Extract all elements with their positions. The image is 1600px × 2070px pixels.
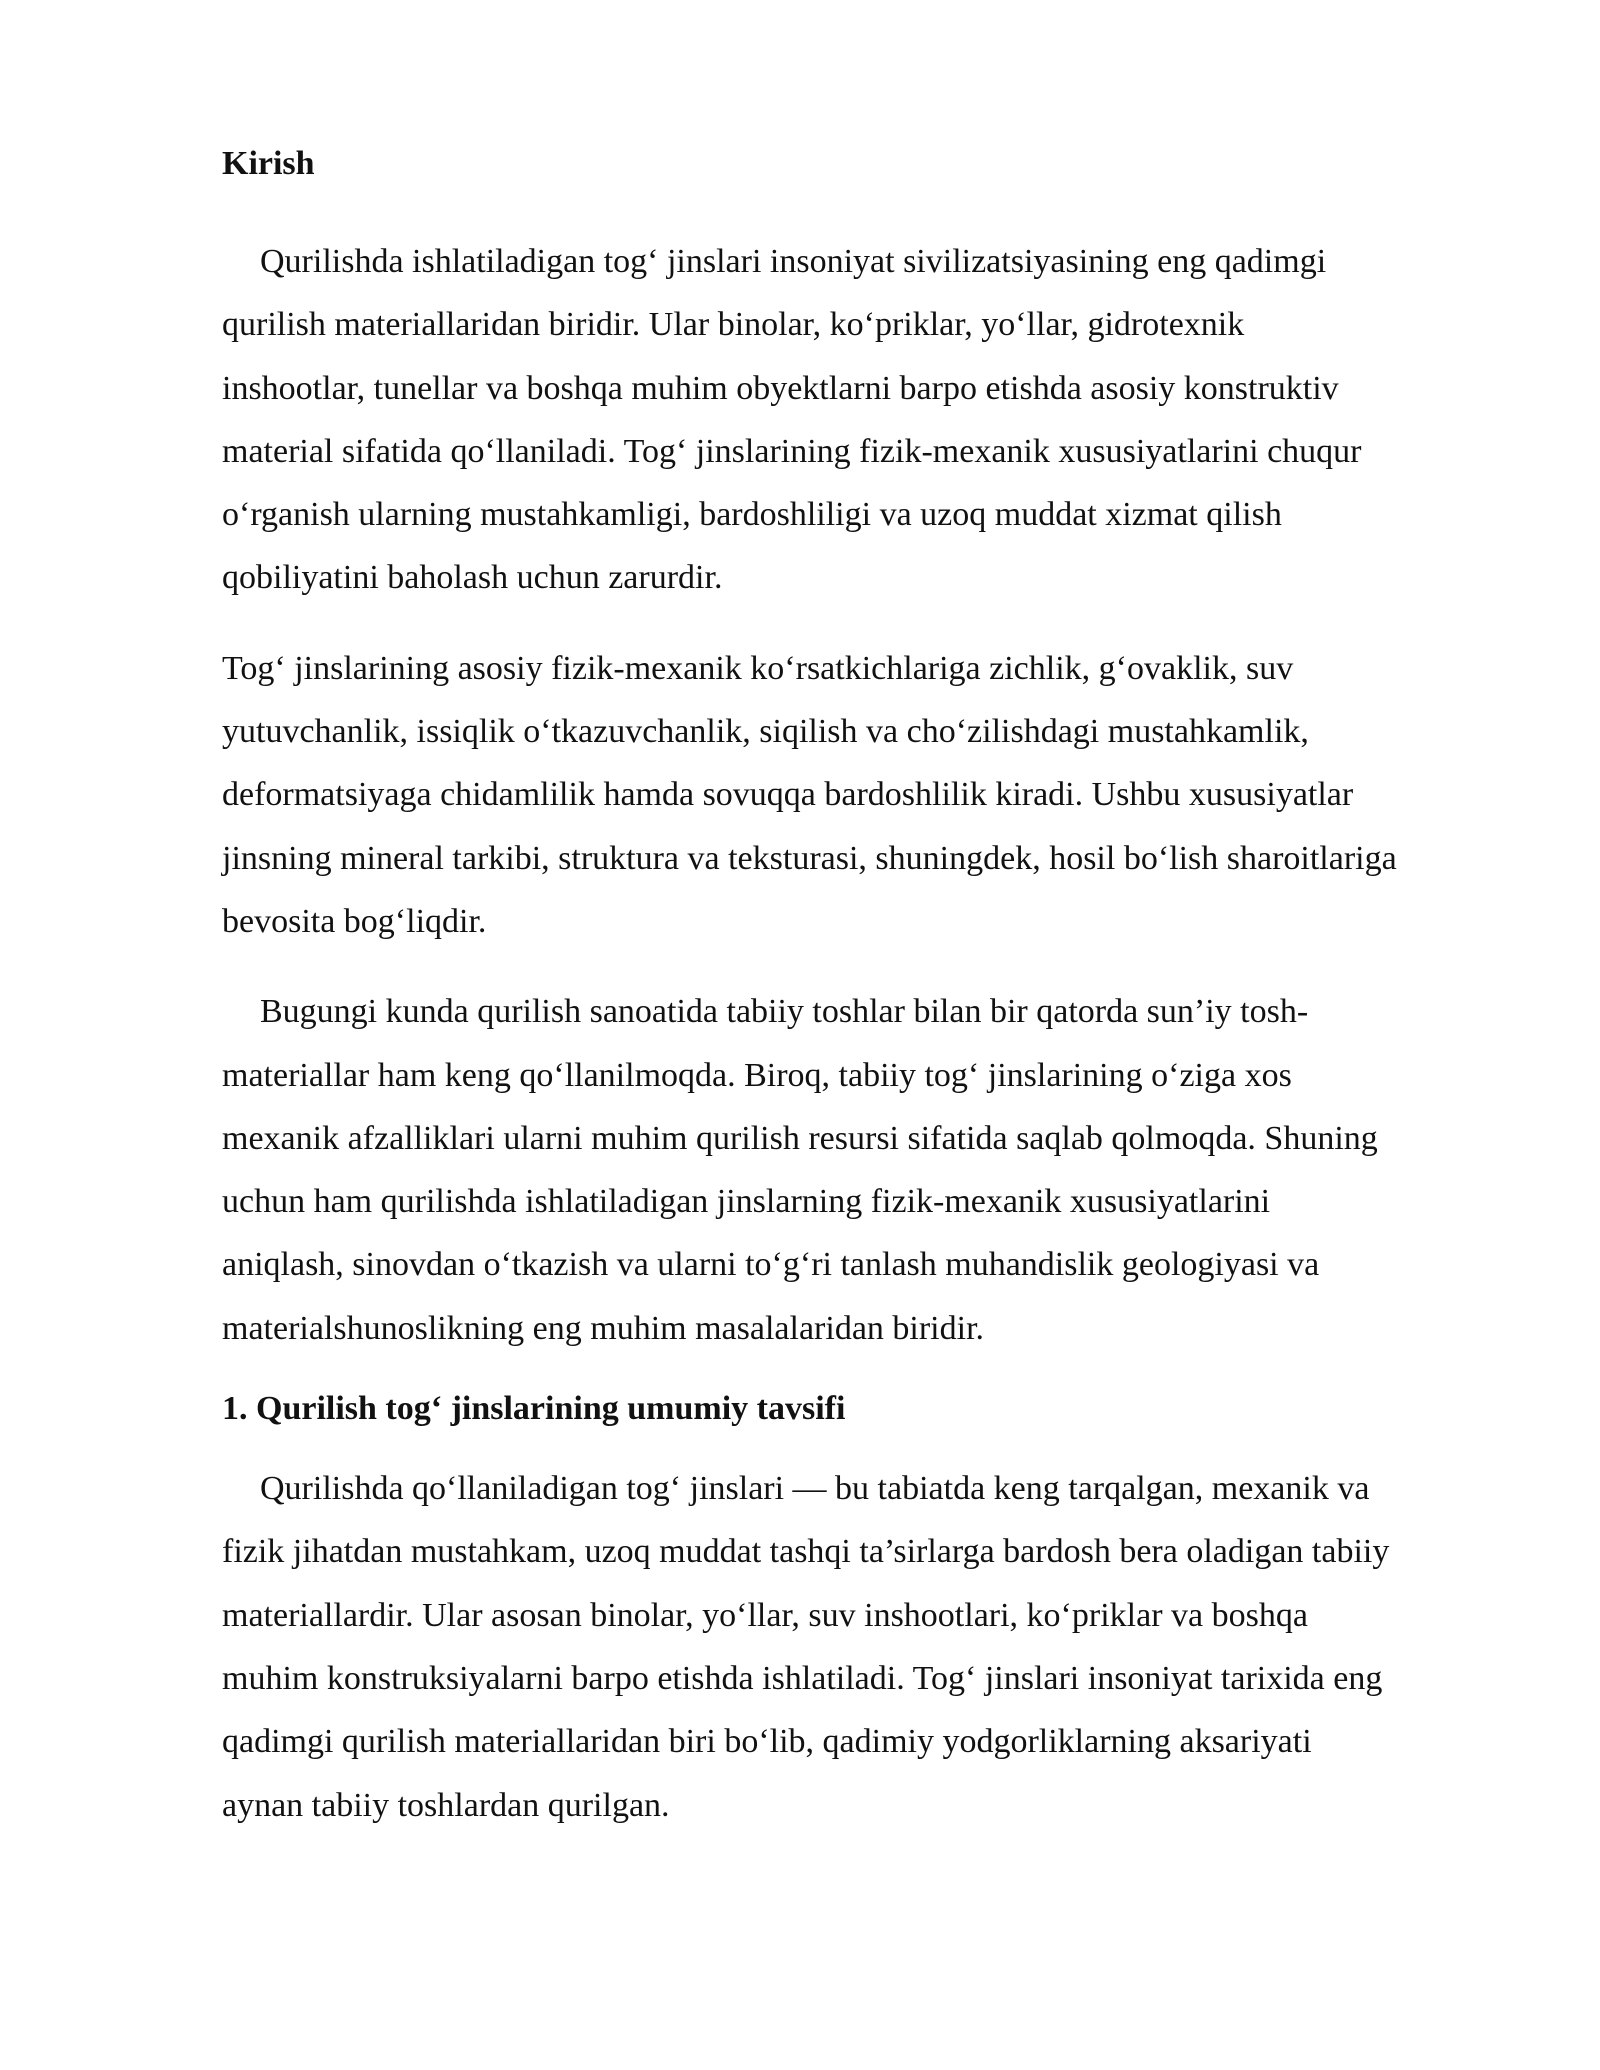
intro-paragraph-3 xyxy=(222,980,1492,1360)
paragraph-line: materiallar ham keng qo‘llanilmoqda. Biroq, tabiiy tog‘ jinslarining o‘ziga xos xyxy=(222,1056,1292,1094)
paragraph-line: material sifatida qo‘llaniladi. Tog‘ jinslarining fizik-mexanik xususiyatlarini chuqur xyxy=(222,432,1362,470)
section-paragraph xyxy=(222,1457,1492,1837)
paragraph-line: inshootlar, tunellar va boshqa muhim obyektlarni barpo etishda asosiy konstruktiv xyxy=(222,369,1339,407)
paragraph-line: aniqlash, sinovdan o‘tkazish va ularni to‘g‘ri tanlash muhandislik geologiyasi va xyxy=(222,1246,1320,1284)
paragraph-line: uchun ham qurilishda ishlatiladigan jinslarning fizik-mexanik xususiyatlarini xyxy=(222,1183,1271,1221)
paragraph-line: bevosita bog‘liqdir. xyxy=(222,902,487,940)
paragraph-line: Bugungi kunda qurilish sanoatida tabiiy toshlar bilan bir qatorda sun’iy tosh- xyxy=(260,993,1309,1031)
paragraph-line: Qurilishda ishlatiladigan tog‘ jinslari insoniyat sivilizatsiyasining eng qadimgi xyxy=(260,243,1327,280)
paragraph-line: o‘rganish ularning mustahkamligi, bardoshliligi va uzoq muddat xizmat qilish xyxy=(222,496,1282,534)
paragraph-line: fizik jihatdan mustahkam, uzoq muddat tashqi ta’sirlarga bardosh bera oladigan tabiiy xyxy=(222,1533,1390,1571)
paragraph-line: muhim konstruksiyalarni barpo etishda ishlatiladi. Tog‘ jinslari insoniyat tarixida eng xyxy=(222,1659,1383,1697)
intro-paragraph-2 xyxy=(222,637,1492,953)
intro-heading: Kirish xyxy=(222,145,315,182)
paragraph-line: qobiliyatini baholash uchun zarurdir. xyxy=(222,559,723,597)
section-heading: 1. Qurilish tog‘ jinslarining umumiy tavsifi xyxy=(222,1390,846,1428)
document-body xyxy=(222,142,1492,1864)
paragraph-line: Qurilishda qo‘llaniladigan tog‘ jinslari — bu tabiatda keng tarqalgan, mexanik va xyxy=(260,1470,1370,1508)
intro-paragraph-1 xyxy=(222,230,1492,610)
paragraph-line: yutuvchanlik, issiqlik o‘tkazuvchanlik, siqilish va cho‘zilishdagi mustahkamlik, xyxy=(222,713,1309,751)
paragraph-line: jinsning mineral tarkibi, struktura va teksturasi, shuningdek, hosil bo‘lish sharoitlariga xyxy=(222,839,1397,877)
paragraph-line: Tog‘ jinslarining asosiy fizik-mexanik ko‘rsatkichlariga zichlik, g‘ovaklik, suv xyxy=(222,649,1294,687)
paragraph-line: aynan tabiiy toshlardan qurilgan. xyxy=(222,1786,670,1824)
paragraph-line: qurilish materiallaridan biridir. Ular binolar, ko‘priklar, yo‘llar, gidrotexnik xyxy=(222,306,1245,344)
paragraph-line: deformatsiyaga chidamlilik hamda sovuqqa bardoshlilik kiradi. Ushbu xususiyatlar xyxy=(222,776,1354,814)
paragraph-line: materiallardir. Ular asosan binolar, yo‘llar, suv inshootlari, ko‘priklar va boshqa xyxy=(222,1596,1308,1634)
paragraph-line: mexanik afzalliklari ularni muhim qurilish resursi sifatida saqlab qolmoqda. Shuning xyxy=(222,1119,1378,1157)
paragraph-line: materialshunoslikning eng muhim masalalaridan biridir. xyxy=(222,1309,985,1347)
paragraph-line: qadimgi qurilish materiallaridan biri bo‘lib, qadimiy yodgorliklarning aksariyati xyxy=(222,1723,1312,1761)
